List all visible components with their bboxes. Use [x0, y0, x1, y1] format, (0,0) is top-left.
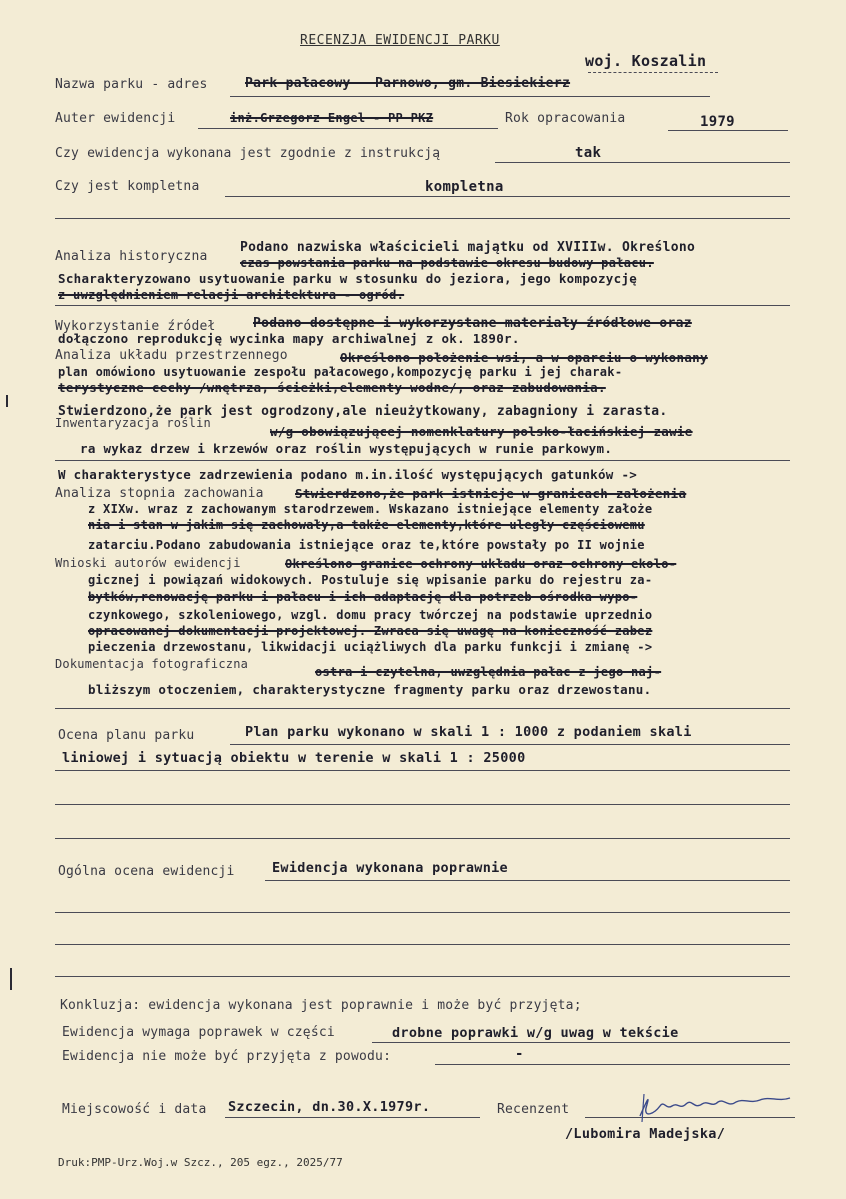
document-title: RECENZJA EWIDENCJI PARKU: [300, 33, 500, 48]
inventory-label: Inwentaryzacja roślin: [55, 416, 211, 430]
reviewer-signature: [620, 1088, 800, 1128]
author-value: inż.Grzegorz Engel - PP PKZ: [230, 111, 434, 125]
conclusion-line-1: Konkluzja: ewidencja wykonana jest poprawnie i może być przyjęta;: [60, 998, 582, 1013]
overall-value: Ewidencja wykonana poprawnie: [272, 860, 508, 876]
scan-edge-mark: [10, 968, 12, 990]
blank-line-1: [55, 218, 790, 219]
photo-line-1: ostra i czytelna, uwzględnia pałac z jego naj-: [315, 665, 662, 679]
park-name-line: [230, 96, 710, 97]
layout-line-3: terystyczne cechy /wnętrza, ścieżki,elementy wodne/, oraz zabudowania.: [58, 380, 606, 395]
historical-line-1: Podano nazwiska właścicieli majątku od XVIIIw. Określono: [240, 240, 696, 255]
plan-line-2: liniowej i sytuacją obiektu w terenie w skali 1 : 25000: [62, 750, 526, 766]
year-value: 1979: [700, 114, 735, 130]
preservation-line-4: zatarciu.Podano zabudowania istniejące oraz te,które powstały po II wojnie: [88, 538, 645, 552]
sources-line-1: Podano dostępne i wykorzystane materiały źródłowe oraz: [253, 316, 692, 331]
layout-line-4: Stwierdzono,że park jest ogrodzony,ale nieużytkowany, zabagniony i zarasta.: [58, 404, 668, 419]
plan-rule-4: [55, 838, 790, 839]
inventory-line-rule: [55, 460, 790, 461]
historical-line-4: z uwzględnieniem relacji architektura - ogród.: [58, 288, 405, 302]
scan-edge-mark: [6, 395, 8, 407]
conclusion-rule-3: [435, 1064, 790, 1065]
complete-label: Czy jest kompletna: [55, 179, 200, 194]
historical-line-rule: [55, 305, 790, 306]
complete-line: [225, 196, 790, 197]
compliance-value: tak: [575, 145, 602, 161]
conclusion-line-2-label: Ewidencja wymaga poprawek w części: [62, 1025, 335, 1040]
park-name-value: Park pałacowy - Parnowo, gm. Biesiekierz: [245, 76, 571, 91]
conclusions-line-3: bytków,renowację parku i pałacu i ich adaptację dla potrzeb ośrodka wypo-: [88, 590, 638, 604]
preservation-line-1: Stwierdzono,że park istnieje w granicach założenia: [295, 486, 687, 501]
conclusion-line-3-label: Ewidencja nie może być przyjęta z powodu:: [62, 1049, 392, 1064]
voivodeship: woj. Koszalin: [585, 52, 707, 70]
overall-label: Ogólna ocena ewidencji: [58, 864, 235, 879]
historical-line-2: czas powstania parku na podstawie okresu budowy pałacu.: [240, 256, 654, 270]
park-name-label: Nazwa parku - adres: [55, 77, 208, 92]
overall-rule-3: [55, 944, 790, 945]
conclusions-line-1: Określono granice ochrony układu oraz ochrony ekolo-: [285, 557, 677, 571]
preservation-line-2: z XIXw. wraz z zachowanym starodrzewem. Wskazano istniejące elementy założe: [88, 502, 653, 516]
year-label: Rok opracowania: [505, 111, 626, 126]
conclusions-line-4: czynkowego, szkoleniowego, wzgl. domu pracy twórczej na podstawie uprzednio: [88, 608, 653, 622]
photo-label: Dokumentacja fotograficzna: [55, 657, 249, 671]
layout-label: Analiza układu przestrzennego: [55, 348, 288, 363]
sources-label: Wykorzystanie źródeł: [55, 319, 216, 334]
compliance-line: [495, 162, 790, 163]
layout-line-2: plan omówiono usytuowanie zespołu pałacowego,kompozycję parku i jej charak-: [58, 365, 623, 379]
plan-line-1: Plan parku wykonano w skali 1 : 1000 z podaniem skali: [245, 724, 692, 740]
compliance-label: Czy ewidencja wykonana jest zgodnie z instrukcją: [55, 146, 441, 161]
author-line: [198, 128, 498, 129]
inventory-line-3: W charakterystyce zadrzewienia podano m.in.ilość występujących gatunków ->: [58, 467, 638, 482]
conclusions-line-2: gicznej i powiązań widokowych. Postuluje się wpisanie parku do rejestru za-: [88, 573, 653, 587]
plan-rule-2: [55, 770, 790, 771]
plan-rule-3: [55, 804, 790, 805]
year-line: [668, 130, 788, 131]
photo-line-rule: [55, 708, 790, 709]
plan-label: Ocena planu parku: [58, 728, 195, 743]
overall-rule-2: [55, 912, 790, 913]
place-date-label: Miejscowość i data: [62, 1102, 207, 1117]
layout-line-1: Określono położenie wsi, a w oparciu o wykonany: [340, 350, 708, 365]
conclusion-line-2-value: drobne poprawki w/g uwag w tekście: [392, 1025, 679, 1041]
author-label: Auter ewidencji: [55, 111, 176, 126]
historical-line-3: Scharakteryzowano usytuowanie parku w stosunku do jeziora, jego kompozycję: [58, 271, 638, 286]
sources-line-2: dołączono reprodukcję wycinka mapy archiwalnej z ok. 1890r.: [58, 331, 520, 346]
overall-rule-4: [55, 976, 790, 977]
complete-value: kompletna: [425, 179, 504, 195]
print-footer: Druk:PMP-Urz.Woj.w Szcz., 205 egz., 2025/77: [58, 1156, 343, 1169]
voivodeship-underline: [588, 72, 718, 73]
conclusions-line-6: pieczenia drzewostanu, likwidacji uciążliwych dla parku funkcji i zmianę ->: [88, 640, 653, 654]
inventory-line-2: ra wykaz drzew i krzewów oraz roślin występujących w runie parkowym.: [80, 441, 613, 456]
photo-line-2: bliższym otoczeniem, charakterystyczne fragmenty parku oraz drzewostanu.: [88, 682, 652, 697]
historical-label: Analiza historyczna: [55, 249, 208, 264]
conclusion-rule-2: [372, 1042, 790, 1043]
preservation-label: Analiza stopnia zachowania: [55, 486, 264, 501]
overall-rule-1: [265, 880, 790, 881]
conclusions-line-5: opracowanej dokumentacji projektowej. Zwraca się uwagę na konieczność zabez: [88, 624, 653, 638]
inventory-line-1: w/g obowiązującej nomenklatury polsko-łacińskiej zawie: [270, 424, 693, 439]
conclusion-line-3-value: -: [515, 1046, 524, 1062]
place-date-rule: [225, 1117, 480, 1118]
reviewer-name: /Lubomira Madejska/: [565, 1126, 726, 1142]
place-date-value: Szczecin, dn.30.X.1979r.: [228, 1099, 431, 1115]
plan-rule-1: [230, 744, 790, 745]
reviewer-label: Recenzent: [497, 1102, 570, 1117]
conclusions-label: Wnioski autorów ewidencji: [55, 556, 241, 570]
preservation-line-3: nia i stan w jakim się zachowały,a także elementy,które uległy częściowemu: [88, 518, 645, 532]
